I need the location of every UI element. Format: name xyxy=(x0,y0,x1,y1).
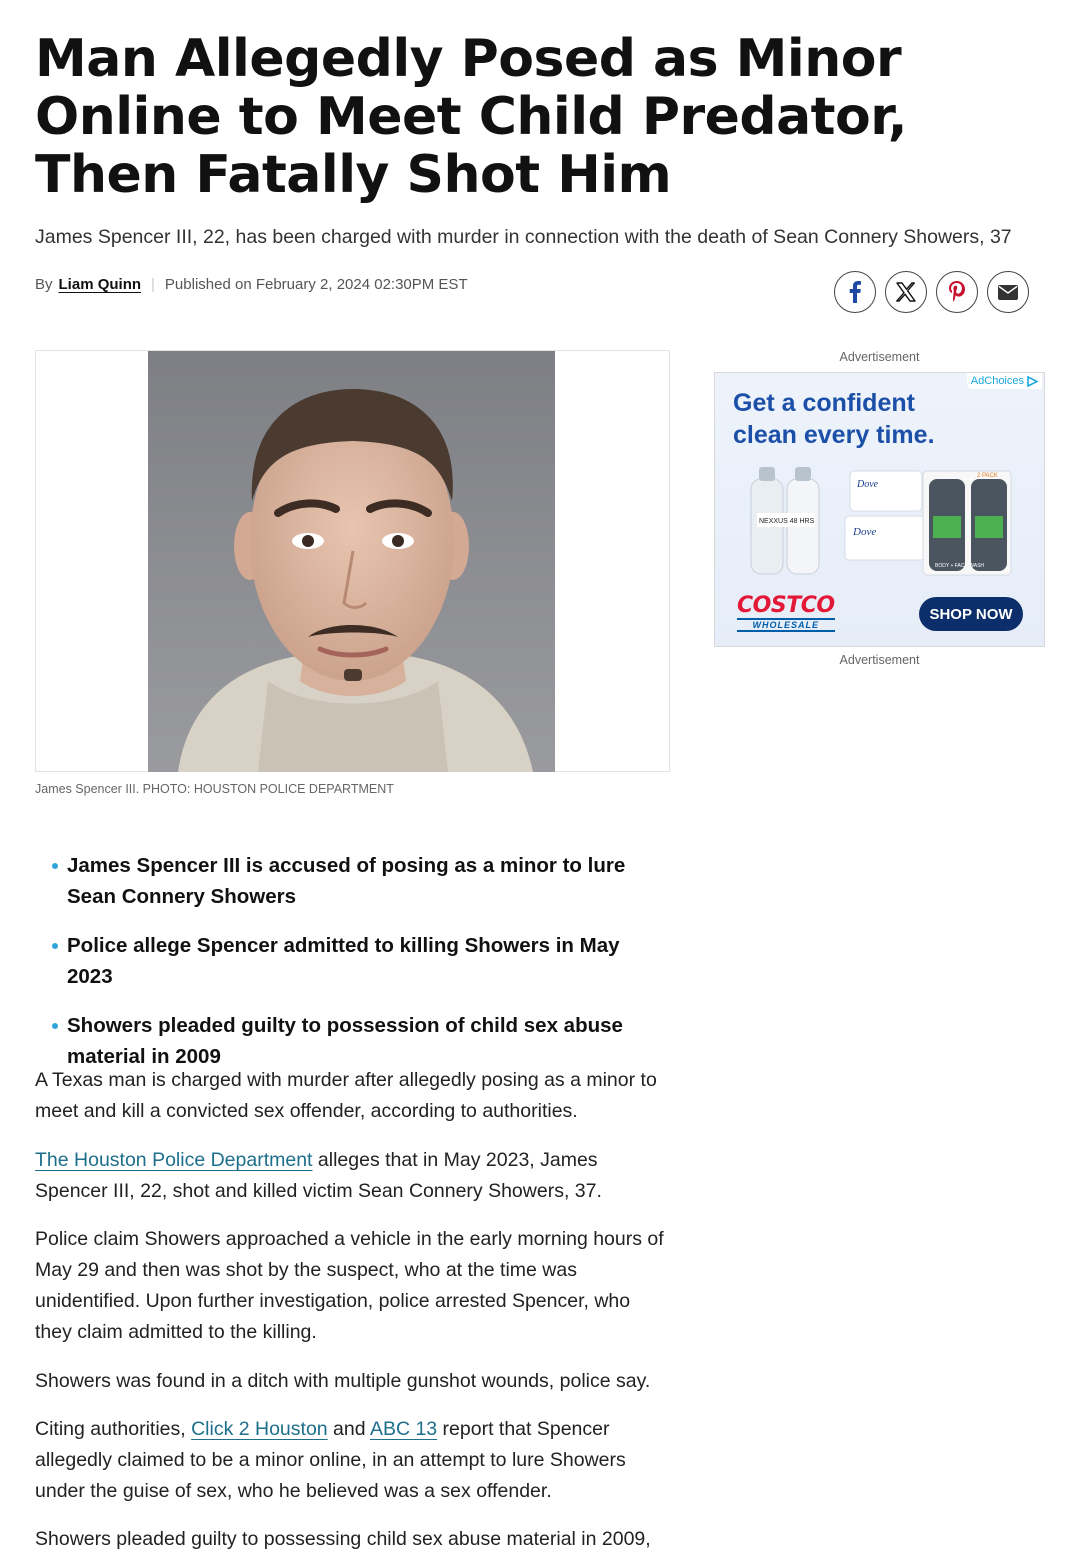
byline-separator: | xyxy=(151,276,155,293)
paragraph-text: alleges that in May 2023, James Spencer III, 22, shot and killed victim Sean Connery Showers, 37. xyxy=(35,1149,602,1202)
adchoices-label: AdChoices xyxy=(970,375,1024,387)
costco-logo xyxy=(737,595,835,632)
byline-by: By xyxy=(35,276,53,293)
x-icon xyxy=(896,282,916,302)
body-paragraph-6: Showers pleaded guilty to possessing child sex abuse material in 2009, xyxy=(35,1528,651,1550)
takeaway-text: Showers pleaded guilty to possession of child sex abuse material in 2009 xyxy=(67,1014,623,1068)
share-pinterest-button[interactable] xyxy=(936,271,978,313)
paragraph-text: report that Spencer allegedly claimed to be a minor online, in an attempt to lure Showers under the guise of sex, who he believed was a sex offender. xyxy=(35,1418,626,1502)
facebook-icon xyxy=(848,281,862,303)
ad-product-label: 2 PACK xyxy=(977,473,998,479)
ad-product-label: BODY + FACE WASH xyxy=(935,563,985,569)
takeaway-text: Police allege Spencer admitted to killing Showers in May 2023 xyxy=(67,934,620,988)
bullet-dot xyxy=(52,863,58,869)
click2houston-link[interactable]: Click 2 Houston xyxy=(191,1418,328,1440)
byline xyxy=(35,276,468,293)
author-link[interactable]: Liam Quinn xyxy=(58,276,142,293)
adchoices-badge[interactable] xyxy=(967,373,1042,389)
ad-label-bottom: Advertisement xyxy=(839,653,920,667)
paragraph-text: Citing authorities, xyxy=(35,1418,192,1440)
body-paragraph-3: Police claim Showers approached a vehicle in the early morning hours of May 29 and then was shot by the suspect, who at the time was unidentified. Upon further investigation, police arrested Spencer, who they claim admitted to the killing. xyxy=(35,1228,664,1343)
ad-product-label: Dove xyxy=(857,479,879,490)
article-headline: Man Allegedly Posed as Minor Online to Meet Child Predator, Then Fatally Shot Him xyxy=(35,29,908,205)
share-facebook-button[interactable] xyxy=(834,271,876,313)
ad-product-label: Dove xyxy=(853,526,877,538)
takeaway-item xyxy=(35,930,665,992)
image-caption: James Spencer III. PHOTO: HOUSTON POLICE DEPARTMENT xyxy=(35,782,394,796)
body-paragraph-4: Showers was found in a ditch with multiple gunshot wounds, police say. xyxy=(35,1370,651,1392)
takeaway-item xyxy=(35,850,665,912)
share-bar xyxy=(834,271,1029,313)
paragraph-text: and xyxy=(327,1418,370,1440)
ad-headline-line2: clean every time. xyxy=(733,421,935,449)
adchoices-icon xyxy=(1027,376,1038,387)
ad-headline-line1: Get a confident xyxy=(733,389,915,417)
body-paragraph-1: A Texas man is charged with murder after allegedly posing as a minor to meet and kill a convicted sex offender, according to authorities. xyxy=(35,1069,657,1122)
share-x-button[interactable] xyxy=(885,271,927,313)
bullet-dot xyxy=(52,1023,58,1029)
pinterest-icon xyxy=(949,281,965,303)
takeaway-item xyxy=(35,1010,665,1072)
published-date: Published on February 2, 2024 02:30PM EST xyxy=(164,276,468,293)
shop-now-button[interactable]: SHOP NOW xyxy=(919,597,1023,631)
ad-label-top: Advertisement xyxy=(839,350,920,364)
abc13-link[interactable]: ABC 13 xyxy=(369,1418,438,1440)
ad-product-label: NEXXUS 48 HRS xyxy=(759,518,815,525)
ad-headline xyxy=(733,387,935,451)
bullet-dot xyxy=(52,943,58,949)
lead-image-frame xyxy=(35,350,670,772)
costco-ad[interactable] xyxy=(714,372,1045,647)
key-takeaways-list xyxy=(35,850,665,1090)
ad-products-image xyxy=(745,461,1035,581)
body-paragraph-2 xyxy=(35,1145,670,1207)
takeaway-text: James Spencer III is accused of posing as a minor to lure Sean Connery Showers xyxy=(67,854,626,908)
costco-wordmark: COSTCO xyxy=(737,593,835,618)
email-icon xyxy=(998,285,1018,300)
costco-sub-wordmark: WHOLESALE xyxy=(737,618,835,632)
houston-police-link[interactable]: The Houston Police Department xyxy=(35,1149,313,1171)
article-dek: James Spencer III, 22, has been charged with murder in connection with the death of Sean Connery Showers, 37 xyxy=(35,226,1012,248)
share-email-button[interactable] xyxy=(987,271,1029,313)
body-paragraph-5 xyxy=(35,1414,670,1507)
mugshot-photo xyxy=(148,351,555,772)
